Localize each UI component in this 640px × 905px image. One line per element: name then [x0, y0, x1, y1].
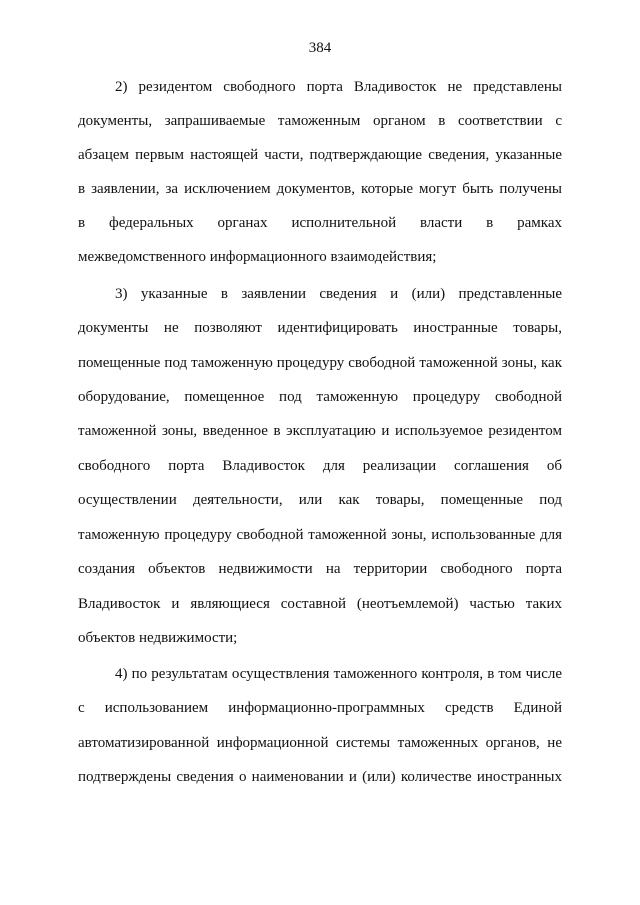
- text-line: свободного порта Владивосток для реализации соглашения об: [78, 458, 562, 474]
- text-line: таможенную процедуру свободной таможенной зоны, использованные для: [78, 527, 562, 543]
- text-line: 2) резидентом свободного порта Владивосток не представлены: [115, 79, 562, 95]
- text-line: помещенные под таможенную процедуру свободной таможенной зоны, как: [78, 355, 562, 371]
- text-line: с использованием информационно-программных средств Единой: [78, 700, 562, 716]
- text-line: Владивосток и являющиеся составной (неотъемлемой) частью таких: [78, 596, 562, 612]
- text-line: в федеральных органах исполнительной власти в рамках: [78, 215, 562, 231]
- text-line: 4) по результатам осуществления таможенного контроля, в том числе: [115, 666, 562, 682]
- text-line: подтверждены сведения о наименовании и (или) количестве иностранных: [78, 769, 562, 785]
- text-line: создания объектов недвижимости на территории свободного порта: [78, 561, 562, 577]
- text-line: 3) указанные в заявлении сведения и (или) представленные: [115, 286, 562, 302]
- text-line: автоматизированной информационной системы таможенных органов, не: [78, 735, 562, 751]
- text-line: документы, запрашиваемые таможенным органом в соответствии с: [78, 113, 562, 129]
- text-line: абзацем первым настоящей части, подтверждающие сведения, указанные: [78, 147, 562, 163]
- text-line: в заявлении, за исключением документов, которые могут быть получены: [78, 181, 562, 197]
- text-line: осуществлении деятельности, или как товары, помещенные под: [78, 492, 562, 508]
- text-line: таможенной зоны, введенное в эксплуатацию и используемое резидентом: [78, 423, 562, 439]
- page-number: 384: [308, 40, 332, 56]
- text-line: межведомственного информационного взаимодействия;: [78, 249, 437, 265]
- text-line: объектов недвижимости;: [78, 630, 238, 646]
- text-line: оборудование, помещенное под таможенную процедуру свободной: [78, 389, 562, 405]
- text-line: документы не позволяют идентифицировать иностранные товары,: [78, 320, 562, 336]
